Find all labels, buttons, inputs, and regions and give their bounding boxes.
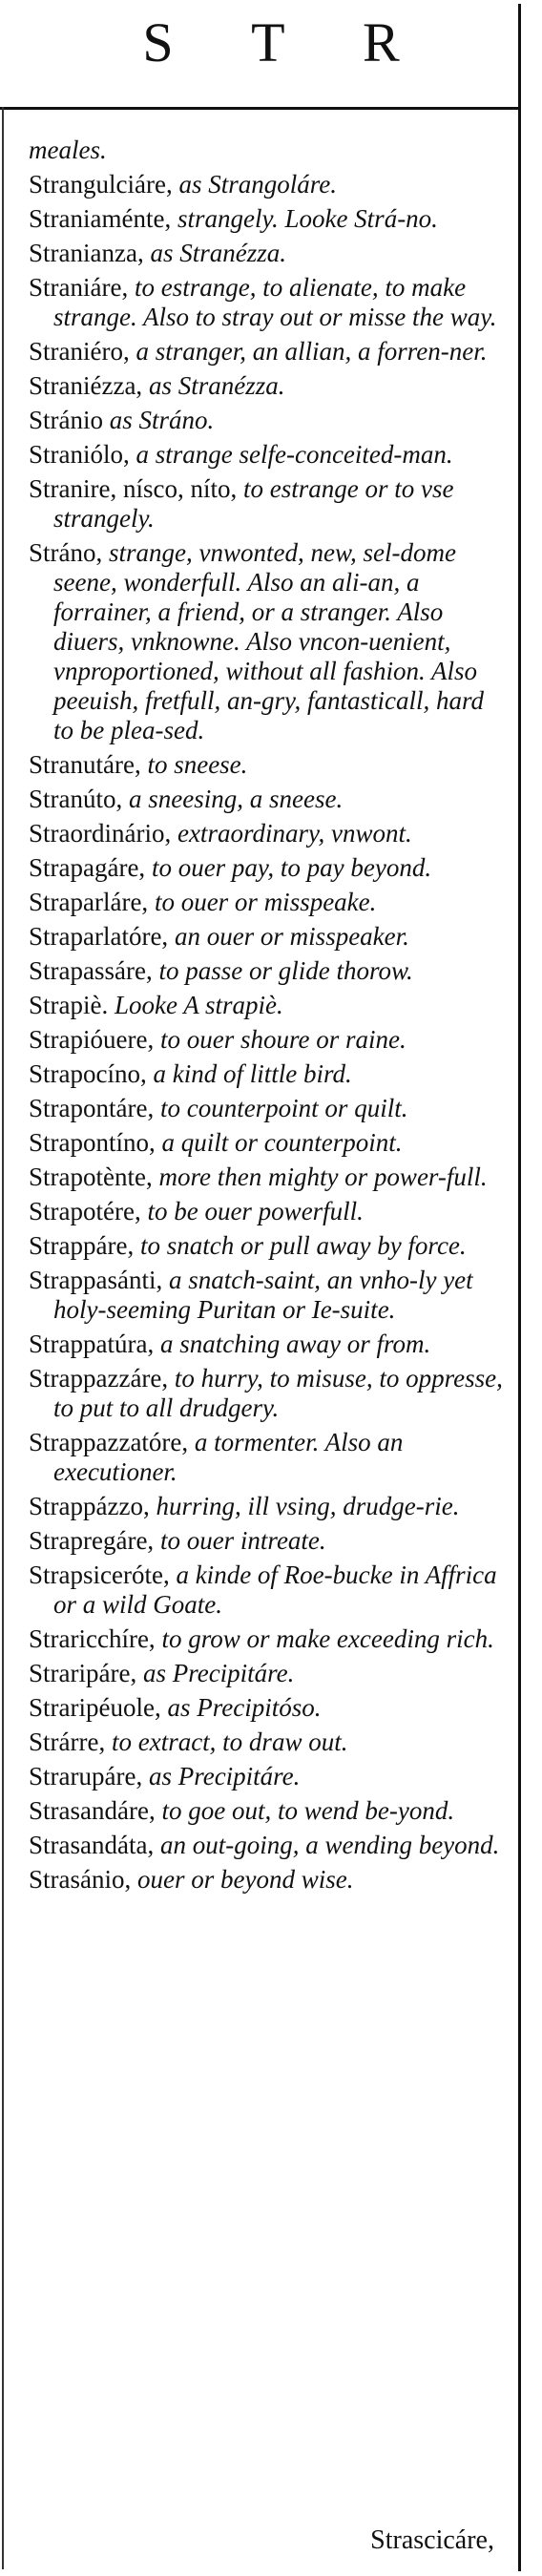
header-rule [0,107,518,110]
entry-headword: Straricchíre, [29,1624,162,1653]
dictionary-entry [29,1560,506,1620]
entry-headword: Straniólo, [29,440,136,469]
dictionary-entry [29,1796,506,1826]
dictionary-entry [29,1831,506,1860]
entry-definition: to counterpoint or quilt. [159,1094,408,1122]
entry-definition: as Stráno. [109,406,215,434]
entry-definition: as Precipitóso. [167,1693,322,1722]
entry-definition: strange, vnwonted, new, sel-dome seene, wonderfull. Also an ali-an, a forrainer, a friend, or a stranger. Also diuers, vnknowne. Also vncon-uenient, vnproportioned, without all fashion. Also peeuish, fretfull, an-gry, fantasticall, hard to be plea-sed. [53,538,484,744]
entry-headword: Strarupáre, [29,1762,149,1791]
entry-headword: Stráno, [29,538,109,567]
entry-headword: Stránio [29,406,110,434]
entry-headword: Strapontíno, [29,1128,162,1157]
dictionary-entry [29,1025,506,1055]
entry-definition: strangely. Looke Strá-no. [177,204,438,233]
entry-headword: Strapregáre, [29,1526,160,1555]
catchword: Strascicáre, [370,2525,494,2555]
entry-definition: extraordinary, vnwont. [177,819,412,848]
dictionary-entry [29,204,506,234]
entry-definition: Looke A strapiè. [114,991,283,1019]
dictionary-entry [29,1330,506,1359]
entry-definition: to estrange or to vse strangely. [53,474,454,533]
page-header-title: S T R [142,11,432,73]
dictionary-entry [29,785,506,814]
entry-definition: meales. [29,136,107,164]
entry-definition: a kinde of Roe-bucke in Affrica or a wild Goate. [53,1560,497,1619]
entry-headword: Strapagáre, [29,853,152,882]
entry-definition: to goe out, to wend be-yond. [161,1796,455,1825]
entry-headword: Stranire, nísco, níto, [29,474,243,503]
dictionary-entry [29,1094,506,1123]
entry-headword: Strappatúra, [29,1330,160,1358]
entry-definition: as Stranézza. [148,371,285,400]
dictionary-entry [29,1728,506,1757]
entry-headword: Strasánio, [29,1865,137,1894]
entry-headword: Straparlatóre, [29,922,175,951]
entry-definition: to sneese. [147,750,248,779]
dictionary-entry [29,1266,506,1325]
entry-headword: Stranianza, [29,239,151,267]
entry-definition: to grow or make exceeding rich. [161,1624,494,1653]
entry-headword: Straniáre, [29,273,135,302]
dictionary-entry [29,991,506,1020]
entry-definition: a sneesing, a sneese. [129,785,344,813]
dictionary-entry [29,337,506,367]
entry-definition: to ouer intreate. [159,1526,326,1555]
entry-definition: a snatching away or from. [159,1330,431,1358]
entry-definition: as Stranézza. [150,239,286,267]
entry-definition: more then mighty or power-full. [158,1162,488,1191]
entry-headword: Straparláre, [29,888,155,916]
entry-headword: Strasandáta, [29,1831,160,1859]
entry-definition: a quilt or counterpoint. [161,1128,403,1157]
dictionary-entry [29,406,506,435]
dictionary-entry [29,922,506,952]
entry-headword: Straripéuole, [29,1693,168,1722]
entry-definition: a stranger, an allian, a forren-ner. [136,337,488,366]
dictionary-entry [29,1526,506,1556]
dictionary-entry [29,136,506,165]
entry-definition: a strange selfe-conceited-man. [136,440,453,469]
entry-headword: Strapotére, [29,1197,148,1225]
entry-headword: Strapocíno, [29,1059,154,1088]
entry-definition: to be ouer powerfull. [147,1197,364,1225]
dictionary-entry [29,239,506,268]
entry-headword: Strapontáre, [29,1094,160,1122]
entry-definition: as Precipitáre. [142,1659,295,1687]
dictionary-entry [29,1128,506,1158]
entry-headword: Strárre, [29,1728,112,1756]
entry-headword: Straniézza, [29,371,149,400]
entry-definition: to ouer or misspeake. [154,888,377,916]
dictionary-entry [29,1231,506,1261]
entry-definition: to hurry, to misuse, to oppresse, to put to all drudgery. [53,1364,503,1422]
entry-headword: Strapassáre, [29,956,159,985]
entry-definition: a tormenter. Also an executioner. [53,1428,404,1486]
dictionary-entry [29,750,506,780]
entry-definition: to ouer shoure or raine. [159,1025,406,1054]
dictionary-entry [29,819,506,848]
entry-definition: ouer or beyond wise. [137,1865,354,1894]
dictionary-entry [29,538,506,745]
entry-definition: to snatch or pull away by force. [139,1231,467,1260]
dictionary-entry [29,956,506,986]
entry-definition: a snatch-saint, an vnho-ly yet holy-seeming Puritan or Ie-suite. [53,1266,473,1324]
dictionary-entry [29,1762,506,1791]
dictionary-entry [29,273,506,332]
dictionary-entry [29,440,506,470]
dictionary-entry [29,1659,506,1688]
dictionary-entry [29,1428,506,1487]
entry-headword: Strappazzáre, [29,1364,175,1393]
entry-headword: Strappasánti, [29,1266,169,1294]
entry-headword: Stranutáre, [29,750,148,779]
entry-definition: as Precipitáre. [148,1762,301,1791]
dictionary-entry [29,1197,506,1226]
entry-definition: a kind of little bird. [153,1059,352,1088]
entry-headword: Strasandáre, [29,1796,162,1825]
entry-headword: Straripáre, [29,1659,143,1687]
dictionary-column [29,136,506,1899]
entry-headword: Strappazzatóre, [29,1428,195,1456]
dictionary-entry [29,888,506,917]
dictionary-entry [29,1059,506,1089]
dictionary-entry [29,371,506,401]
dictionary-entry [29,1364,506,1423]
entry-headword: Straordinário, [29,819,177,848]
entry-definition: to passe or glide thorow. [158,956,413,985]
dictionary-entry [29,1162,506,1192]
entry-headword: Strapióuere, [29,1025,160,1054]
entry-headword: Strapiè. [29,991,115,1019]
entry-definition: hurring, ill vsing, drudge-rie. [156,1492,460,1520]
dictionary-entry [29,474,506,534]
entry-headword: Stranúto, [29,785,129,813]
left-column-rule [2,107,4,2569]
dictionary-entry [29,1865,506,1895]
entry-definition: an ouer or misspeaker. [174,922,409,951]
dictionary-entry [29,1624,506,1654]
entry-definition: to estrange, to alienate, to make strange. Also to stray out or misse the way. [53,273,497,331]
entry-definition: to ouer pay, to pay beyond. [151,853,432,882]
entry-definition: to extract, to draw out. [111,1728,348,1756]
entry-definition: as Strangoláre. [178,170,337,199]
dictionary-entry [29,1492,506,1521]
entry-headword: Strappáre, [29,1231,140,1260]
dictionary-entry [29,1693,506,1723]
entry-headword: Strappázzo, [29,1492,156,1520]
entry-headword: Strapotènte, [29,1162,159,1191]
entry-headword: Straniéro, [29,337,136,366]
right-border-rule [518,4,521,2571]
dictionary-entry [29,170,506,199]
entry-headword: Strangulciáre, [29,170,179,199]
entry-headword: Straniaménte, [29,204,177,233]
entry-definition: an out-going, a wending beyond. [159,1831,500,1859]
dictionary-entry [29,853,506,883]
entry-headword: Strapsiceróte, [29,1560,177,1589]
